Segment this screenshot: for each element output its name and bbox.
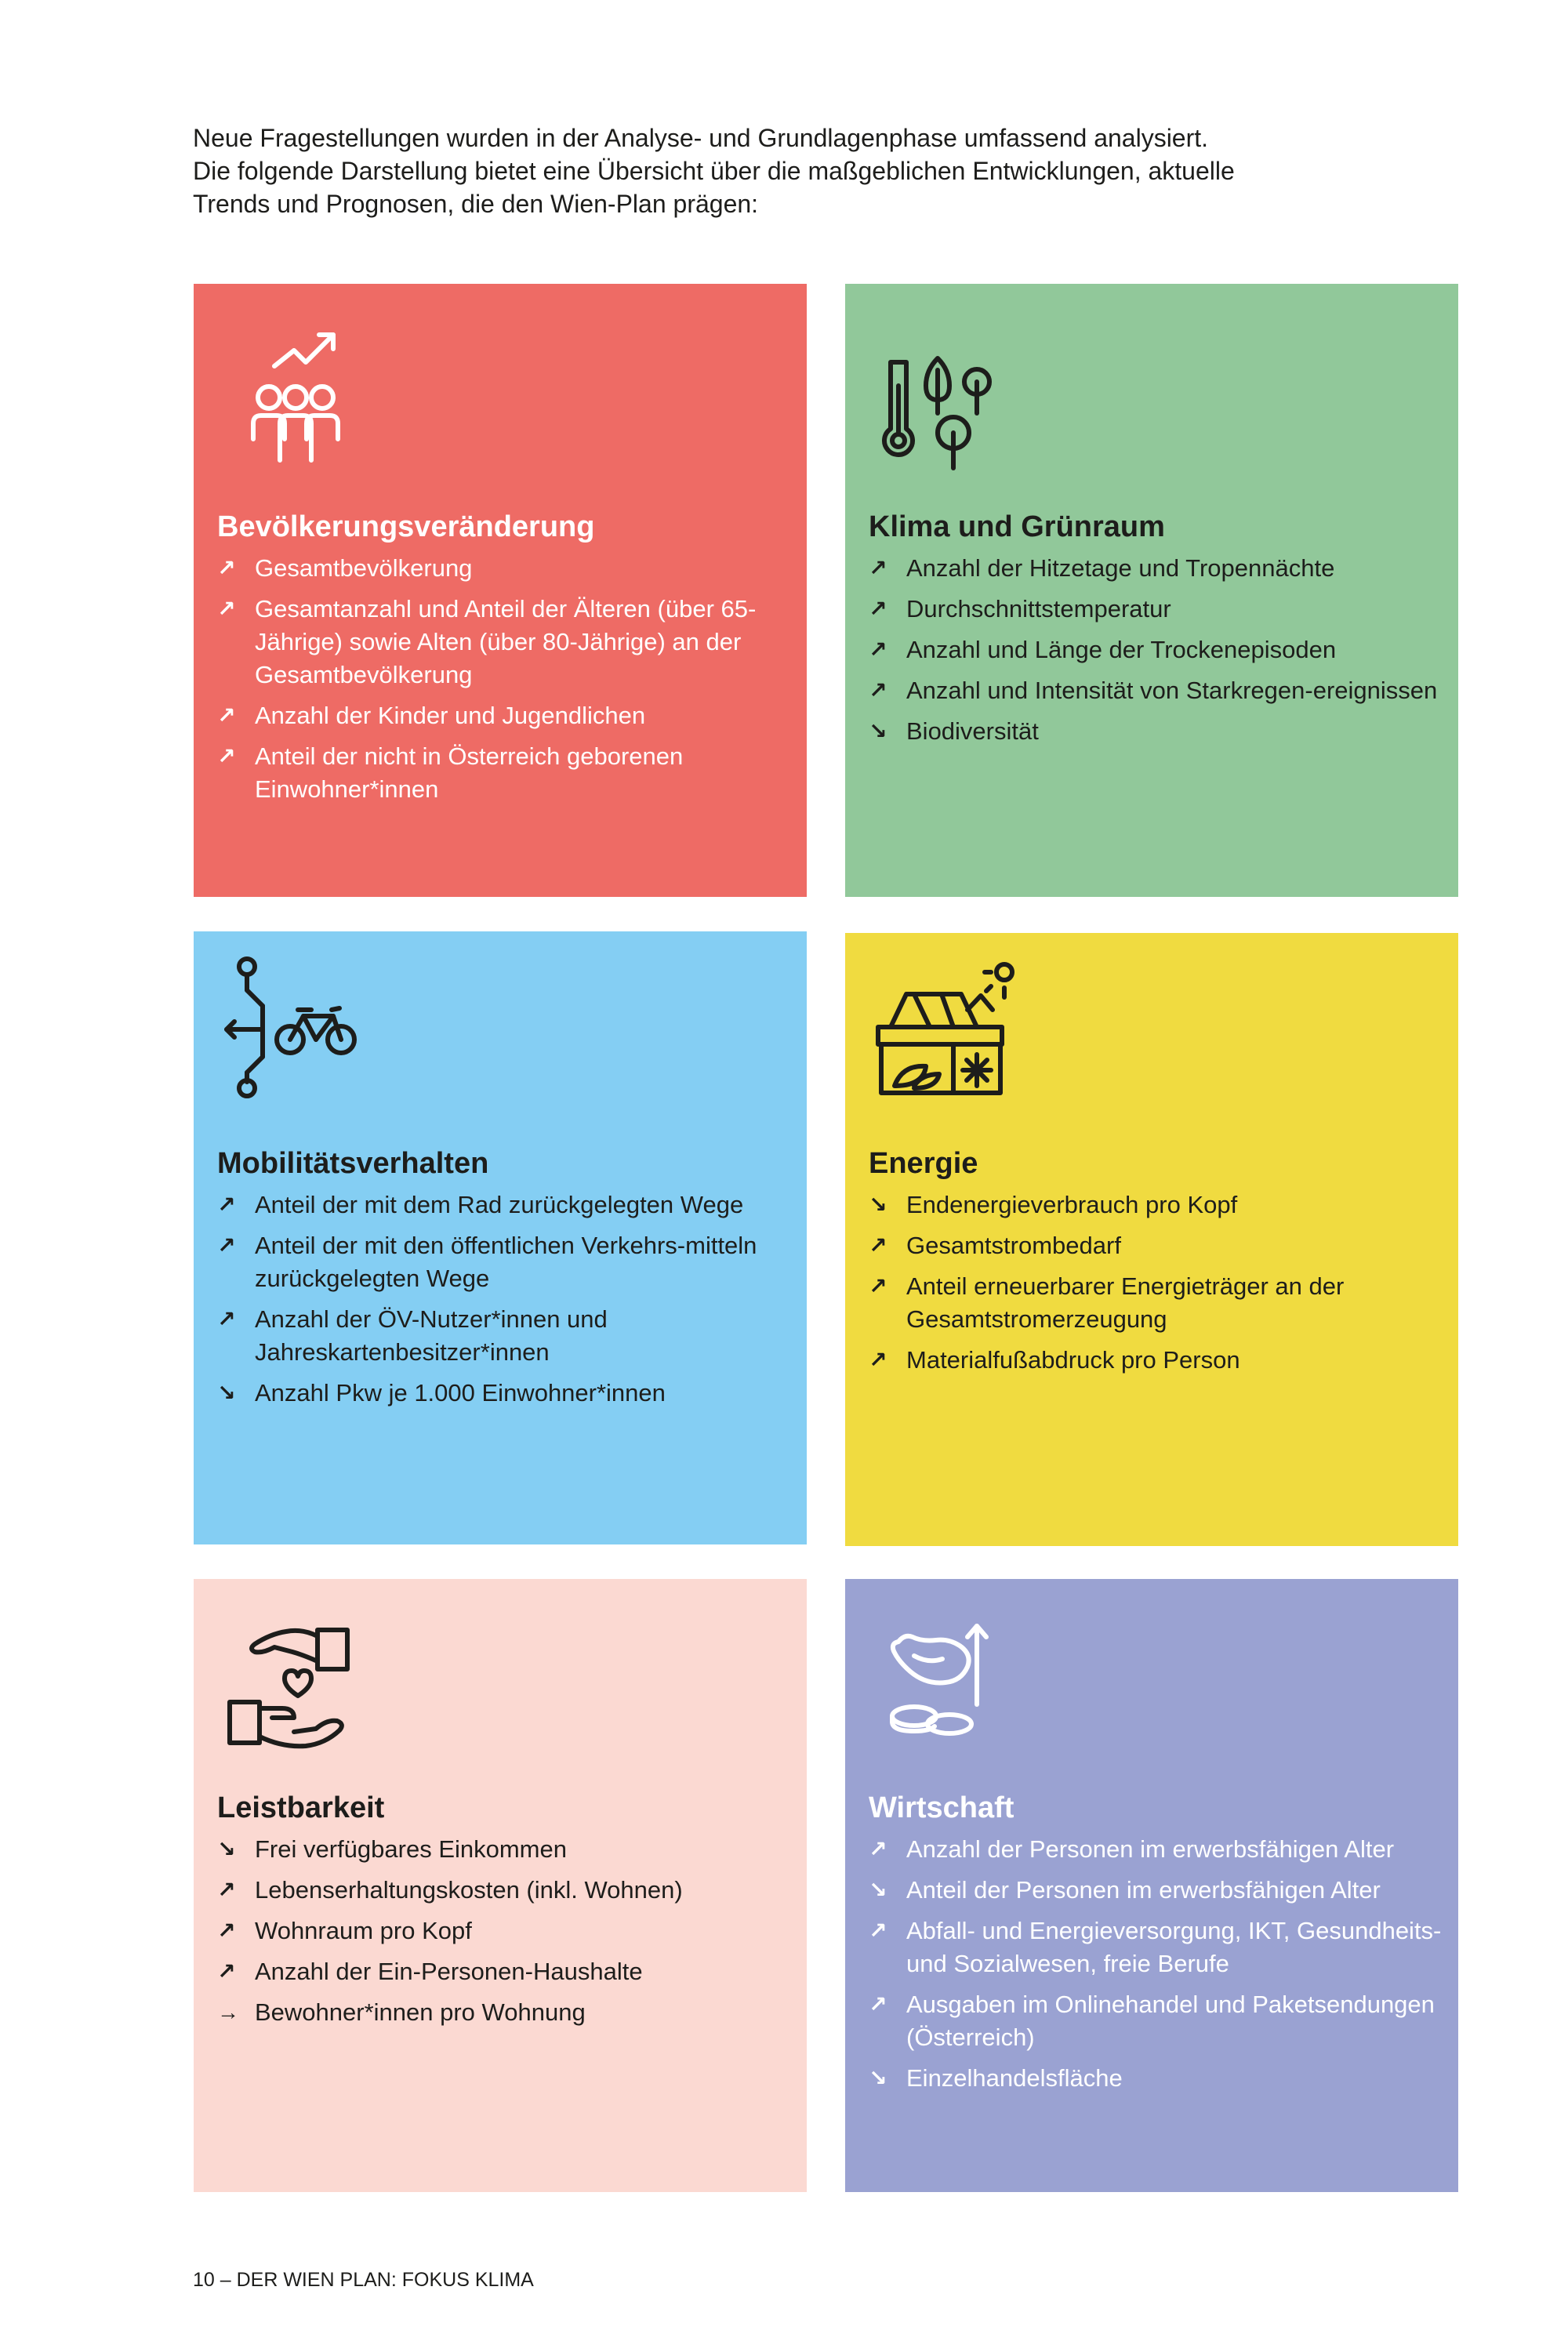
trend-arrow-icon: ↗ bbox=[217, 744, 236, 768]
trend-arrow-icon: ↘ bbox=[869, 2066, 887, 2090]
card-title: Wirtschaft bbox=[869, 1791, 1014, 1824]
trend-arrow-icon: ↗ bbox=[869, 597, 887, 621]
trend-arrow-icon: ↗ bbox=[217, 1878, 236, 1902]
piggybank-coins-icon bbox=[867, 1618, 1024, 1775]
list-item: ↗ Anzahl der Personen im erwerbsfähigen Alter bbox=[869, 1833, 1443, 1866]
intro-line-2: Die folgende Darstellung bietet eine Übersicht über die maßgeblichen Entwicklungen, aktuelle bbox=[193, 157, 1235, 185]
list-item: ↗ Anzahl und Länge der Trockenepisoden bbox=[869, 633, 1443, 666]
list-item: ↗ Anzahl der Kinder und Jugendlichen bbox=[217, 699, 791, 732]
trend-arrow-icon: ↘ bbox=[869, 1192, 887, 1217]
list-item: ↗ Gesamtanzahl und Anteil der Älteren (über 65-Jährige) sowie Alten (über 80-Jährige) an der Gesamtbevölkerung bbox=[217, 593, 791, 691]
list-item: ↘ Anzahl Pkw je 1.000 Einwohner*innen bbox=[217, 1377, 791, 1410]
trend-arrow-icon: ↗ bbox=[217, 1192, 236, 1217]
list-item: ↗ Wohnraum pro Kopf bbox=[217, 1915, 791, 1947]
trend-arrow-icon: ↗ bbox=[869, 556, 887, 580]
list-item: ↗ Anteil der mit den öffentlichen Verkehrs-mitteln zurückgelegten Wege bbox=[217, 1229, 791, 1295]
trend-arrow-icon: ↗ bbox=[217, 703, 236, 728]
trend-arrow-icon: ↗ bbox=[869, 1274, 887, 1298]
list-item: ↘ Anteil der Personen im erwerbsfähigen Alter bbox=[869, 1874, 1443, 1907]
trend-arrow-icon: ↗ bbox=[869, 1837, 887, 1861]
list-item: ↗ Durchschnittstemperatur bbox=[869, 593, 1443, 626]
list-item: ↗ Gesamtstrombedarf bbox=[869, 1229, 1443, 1262]
list-item: ↗ Anteil der nicht in Österreich geborenen Einwohner*innen bbox=[217, 740, 791, 806]
list-item: ↗ Anzahl der Ein-Personen-Haushalte bbox=[217, 1955, 791, 1988]
card-climate bbox=[845, 284, 1458, 897]
trend-arrow-icon: ↗ bbox=[217, 556, 236, 580]
list-item: → Bewohner*innen pro Wohnung bbox=[217, 1996, 791, 2029]
list-item: ↗ Gesamtbevölkerung bbox=[217, 552, 791, 585]
trend-arrow-icon: ↘ bbox=[217, 1381, 236, 1405]
trend-arrow-icon: ↗ bbox=[217, 1233, 236, 1258]
trend-list bbox=[869, 1833, 1443, 2103]
card-economy bbox=[845, 1579, 1458, 2192]
intro-text bbox=[193, 122, 1338, 220]
signpost-bicycle-icon bbox=[216, 947, 372, 1104]
card-mobility bbox=[194, 931, 807, 1544]
card-title: Klima und Grünraum bbox=[869, 510, 1165, 543]
trend-arrow-icon: ↗ bbox=[869, 1348, 887, 1372]
trend-arrow-icon: ↗ bbox=[869, 1918, 887, 1943]
list-item: ↗ Anzahl der Hitzetage und Tropennächte bbox=[869, 552, 1443, 585]
card-title: Energie bbox=[869, 1147, 978, 1180]
card-affordability bbox=[194, 1579, 807, 2192]
card-title: Mobilitätsverhalten bbox=[217, 1147, 489, 1180]
thermometer-trees-icon bbox=[867, 339, 1024, 495]
list-item: ↘ Einzelhandelsfläche bbox=[869, 2062, 1443, 2095]
page-footer: 10 – DER WIEN PLAN: FOKUS KLIMA bbox=[193, 2269, 534, 2291]
trend-arrow-icon: ↗ bbox=[217, 1307, 236, 1331]
list-item: ↗ Anzahl der ÖV-Nutzer*innen und Jahreskartenbesitzer*innen bbox=[217, 1303, 791, 1369]
trend-arrow-icon: ↗ bbox=[869, 678, 887, 702]
card-energy bbox=[845, 933, 1458, 1546]
trend-list bbox=[869, 1189, 1443, 1385]
trend-list bbox=[217, 1833, 791, 2037]
list-item: ↗ Abfall- und Energieversorgung, IKT, Gesundheits- und Sozialwesen, freie Berufe bbox=[869, 1915, 1443, 1980]
intro-line-1: Neue Fragestellungen wurden in der Analyse- und Grundlagenphase umfassend analysiert. bbox=[193, 124, 1209, 152]
card-title: Leistbarkeit bbox=[217, 1791, 385, 1824]
list-item: ↗ Anzahl und Intensität von Starkregen-ereignissen bbox=[869, 674, 1443, 707]
trend-arrow-icon: ↘ bbox=[869, 719, 887, 743]
list-item: ↘ Biodiversität bbox=[869, 715, 1443, 748]
list-item: ↘ Endenergieverbrauch pro Kopf bbox=[869, 1189, 1443, 1221]
trend-list bbox=[869, 552, 1443, 756]
card-population bbox=[194, 284, 807, 897]
hands-heart-icon bbox=[216, 1614, 372, 1771]
list-item: ↗ Lebenserhaltungskosten (inkl. Wohnen) bbox=[217, 1874, 791, 1907]
card-title: Bevölkerungsveränderung bbox=[217, 510, 595, 543]
trend-arrow-icon: ↗ bbox=[217, 1959, 236, 1984]
trend-list bbox=[217, 1189, 791, 1417]
trend-arrow-icon: ↗ bbox=[869, 637, 887, 662]
trend-arrow-icon: ↘ bbox=[217, 1837, 236, 1861]
trend-arrow-icon: ↗ bbox=[869, 1233, 887, 1258]
trend-arrow-icon: ↗ bbox=[217, 597, 236, 621]
trend-arrow-icon: ↗ bbox=[869, 1992, 887, 2016]
trend-arrow-icon: ↘ bbox=[869, 1878, 887, 1902]
list-item: ↗ Materialfußabdruck pro Person bbox=[869, 1344, 1443, 1377]
list-item: ↗ Ausgaben im Onlinehandel und Paketsendungen (Österreich) bbox=[869, 1988, 1443, 2054]
trend-arrow-icon: ↗ bbox=[217, 1918, 236, 1943]
list-item: ↘ Frei verfügbares Einkommen bbox=[217, 1833, 791, 1866]
house-solar-icon bbox=[867, 949, 1024, 1105]
list-item: ↗ Anteil erneuerbarer Energieträger an der Gesamtstromerzeugung bbox=[869, 1270, 1443, 1336]
trend-arrow-icon: → bbox=[217, 2000, 239, 2024]
population-growth-icon bbox=[216, 323, 372, 480]
list-item: ↗ Anteil der mit dem Rad zurückgelegten Wege bbox=[217, 1189, 791, 1221]
trend-list bbox=[217, 552, 791, 814]
intro-line-3: Trends und Prognosen, die den Wien-Plan prägen: bbox=[193, 190, 759, 218]
